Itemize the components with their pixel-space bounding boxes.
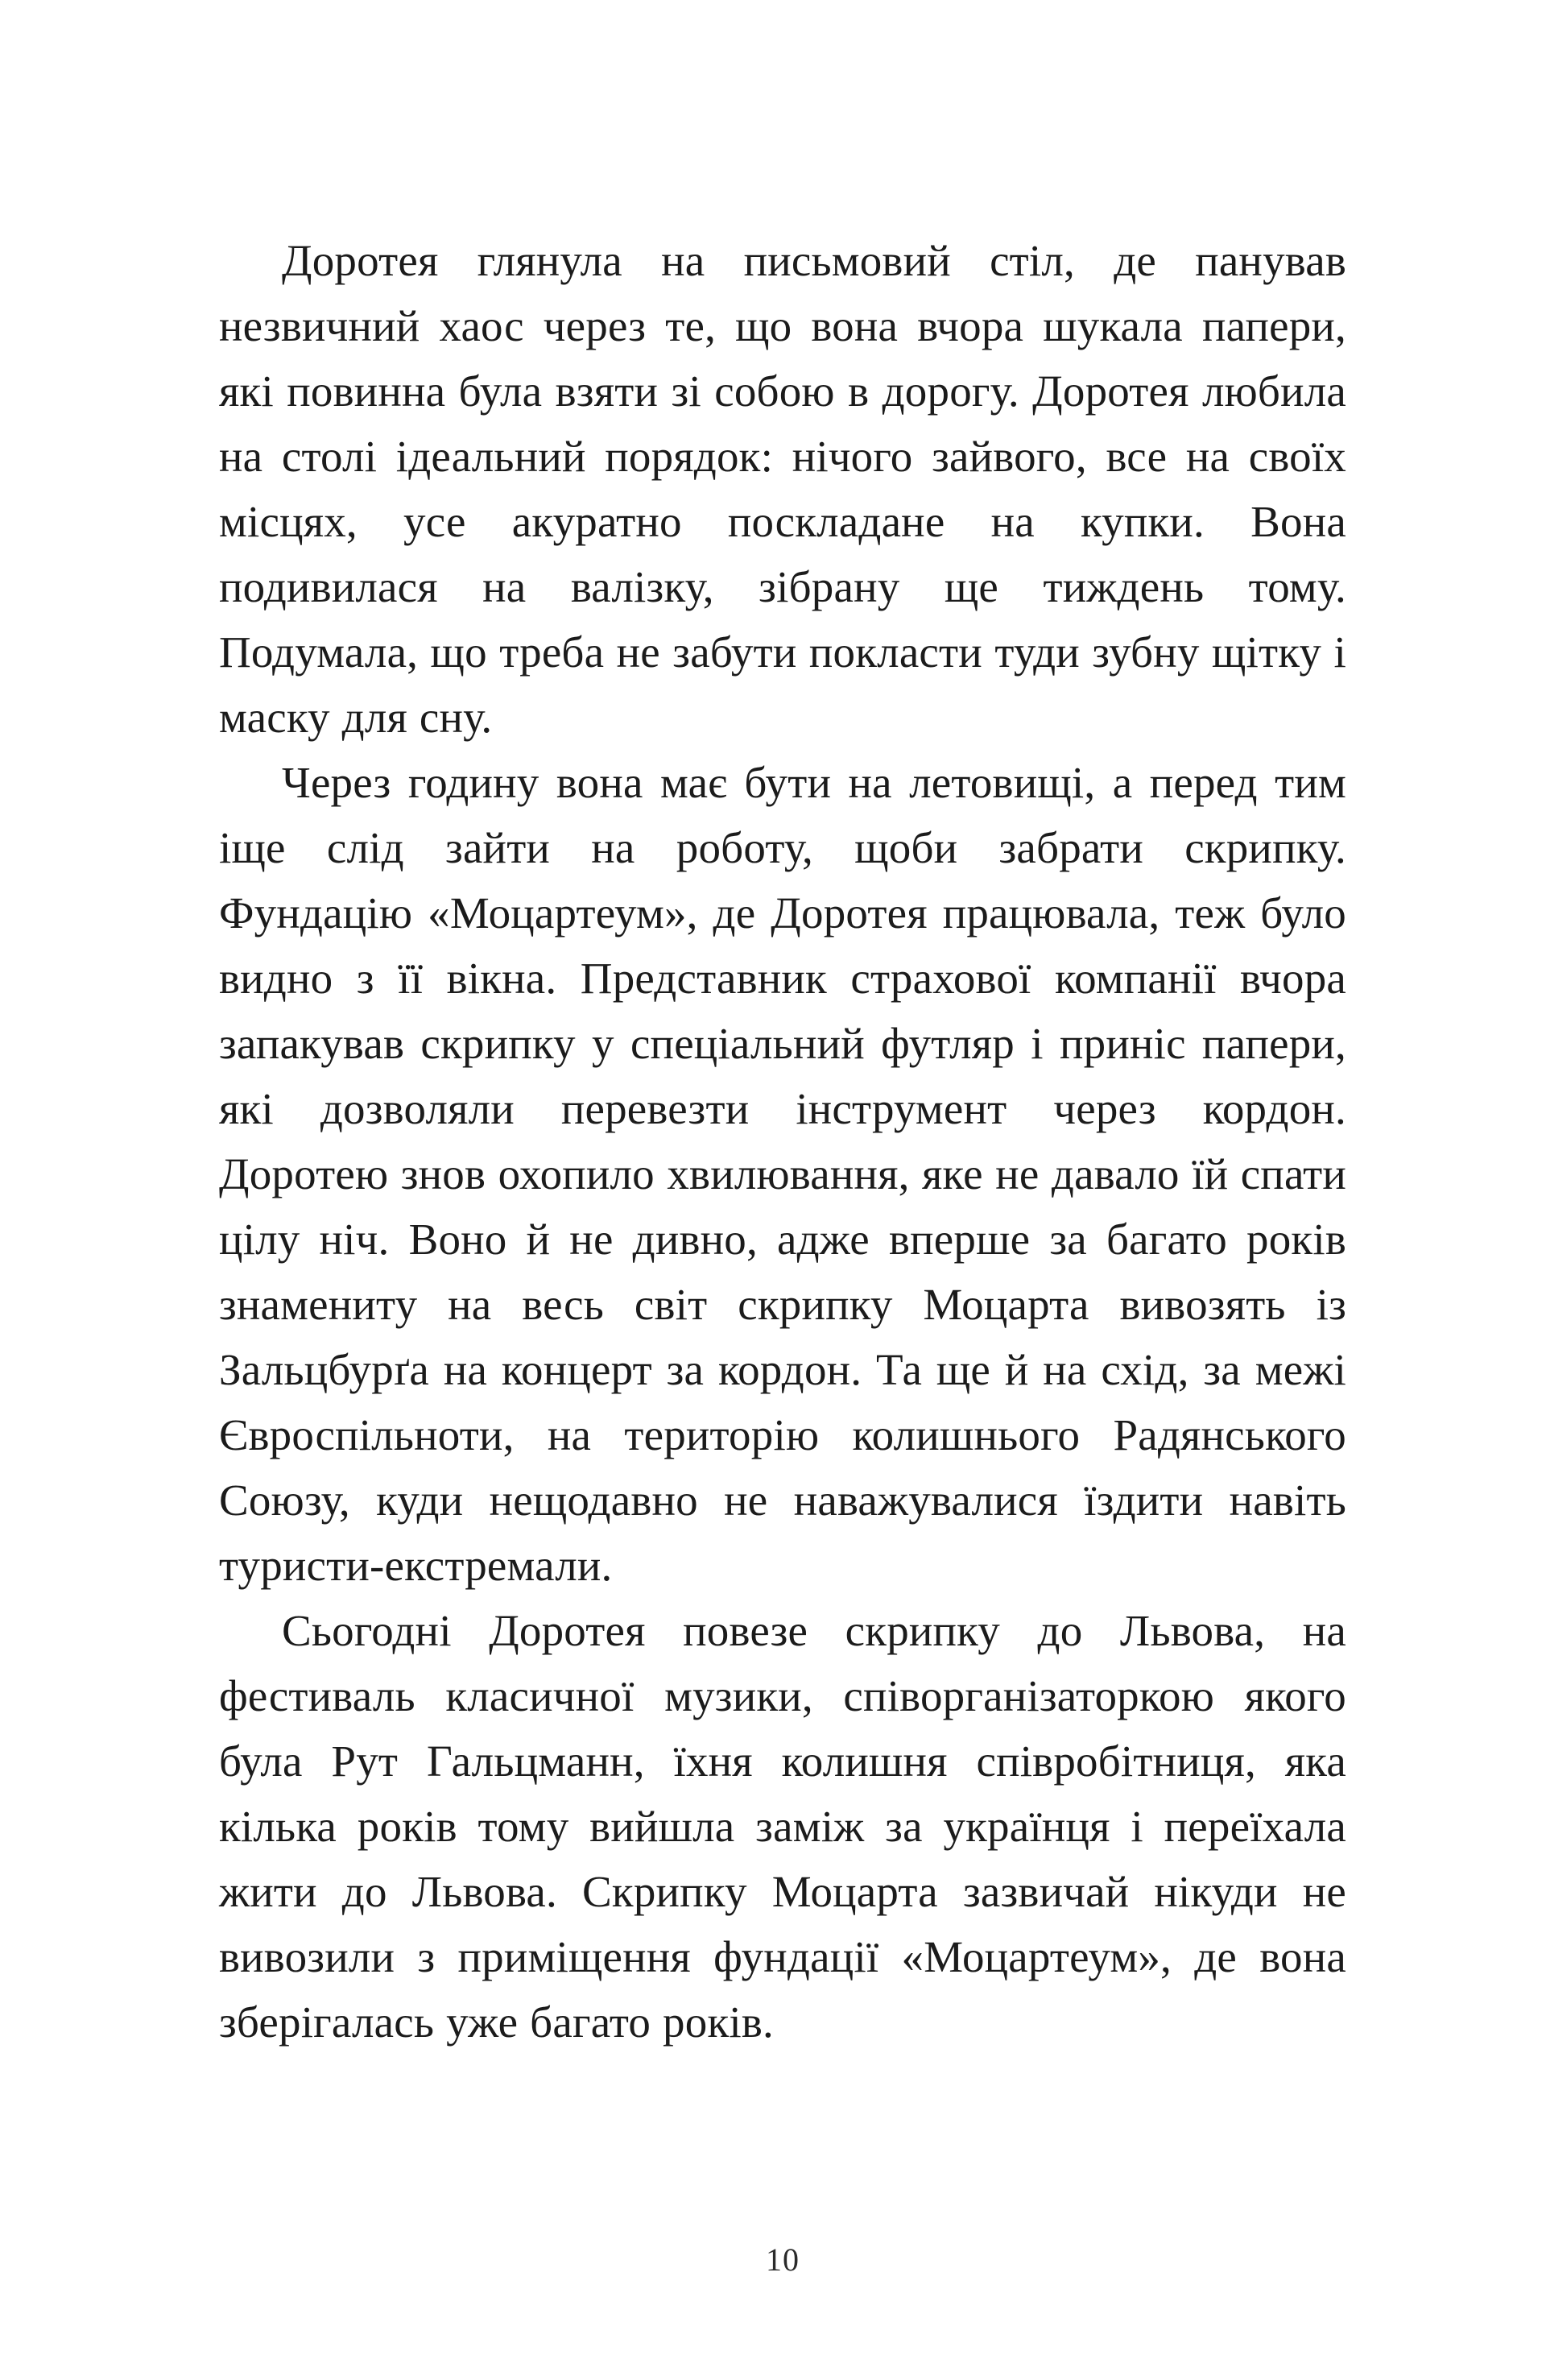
paragraph: Доротея глянула на письмовий стіл, де панував незвичний хаос через те, що вона вчора шукала папери, які повинна була взяти зі собою в дорогу. Доротея любила на столі ідеальний порядок: нічого зайвого, все на своїх місцях, усе акуратно поскладане на купки. Вона подивилася на валізку, зібрану ще тиждень тому. Подумала, що треба не забути покласти туди зубну щітку і маску для сну.	[219, 236, 1346, 742]
paragraph: Сьогодні Доротея повезе скрипку до Львова, на фестиваль класичної музики, співорганізаторкою якого була Рут Гальцманн, їхня колишня співробітниця, яка кілька років тому вийшла заміж за українця і переїхала жити до Львова. Скрипку Моцарта зазвичай нікуди не вивозили з приміщення фундації «Моцартеум», де вона зберігалась уже багато років.	[219, 1606, 1346, 2047]
page-text	[219, 228, 1346, 2055]
paragraph: Через годину вона має бути на летовищі, а перед тим іще слід зайти на роботу, щоби забрати скрипку. Фундацію «Моцартеум», де Доротея працювала, теж було видно з її вікна. Представник страхової компанії вчора запакував скрипку у спеціальний футляр і приніс папери, які дозволяли перевезти інструмент через кордон. Доротею знов охопило хвилювання, яке не давало їй спати цілу ніч. Воно й не дивно, адже вперше за багато років знамениту на весь світ скрипку Моцарта вивозять із Зальцбурґа на концерт за кордон. Та ще й на схід, за межі Євроспільноти, на територію колишнього Радянського Союзу, куди нещодавно не наважувалися їздити навіть туристи-екстремали.	[219, 758, 1346, 1590]
page-number: 10	[766, 2241, 800, 2278]
